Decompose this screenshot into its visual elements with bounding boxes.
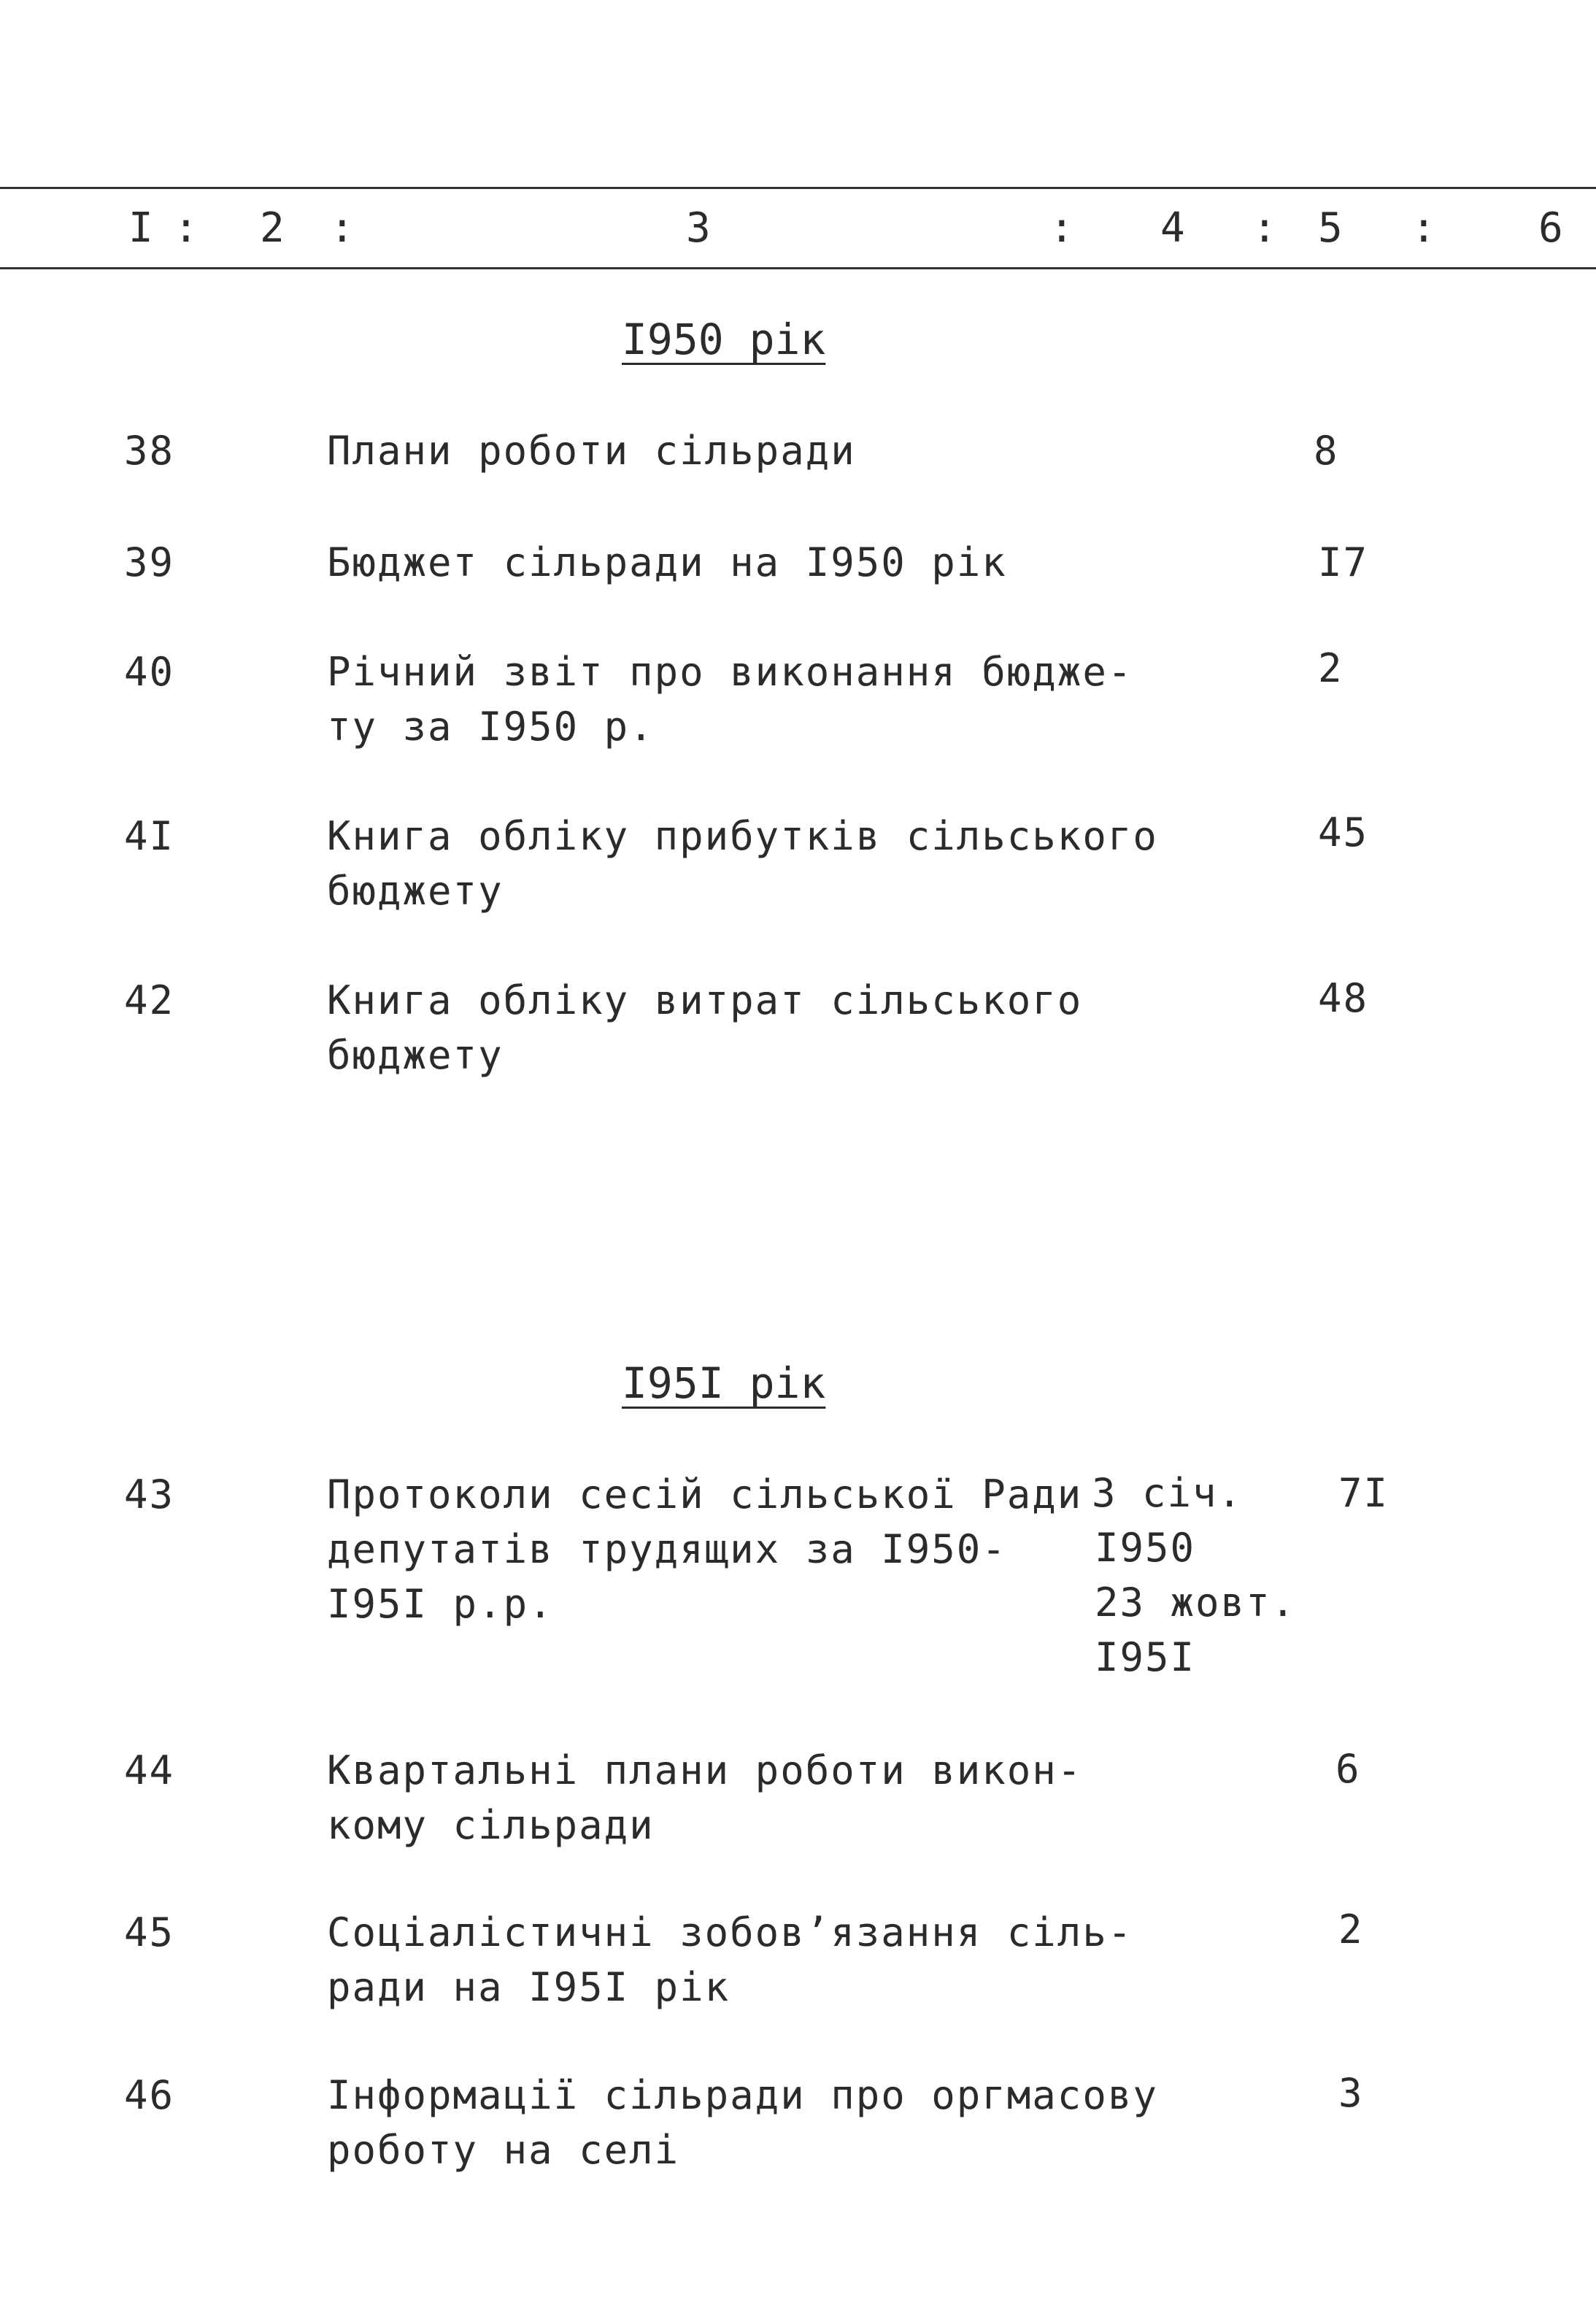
header-col-1: I: [128, 204, 153, 252]
item-sheet-count: 48: [1318, 975, 1369, 1021]
item-sheet-count: 2: [1318, 645, 1344, 691]
header-col-2: 2: [260, 204, 285, 252]
item-title-line-2: ту за I950 р.: [327, 704, 655, 750]
item-title-line-3: I95I р.р.: [327, 1581, 554, 1627]
item-title: Бюджет сільради на I950 рік: [327, 539, 1007, 585]
item-sheet-count: I7: [1318, 539, 1369, 585]
item-sheet-count: 45: [1318, 809, 1369, 855]
item-date-start-year: I950: [1095, 1525, 1196, 1571]
item-number: 45: [124, 1909, 175, 1955]
item-sheet-count: 8: [1314, 428, 1339, 474]
header-col-6: 6: [1538, 204, 1563, 252]
item-number: 38: [124, 428, 175, 474]
item-sheet-count: 2: [1338, 1906, 1364, 1952]
item-title-line-2: бюджету: [327, 868, 504, 914]
item-title-line-1: Книга обліку прибутків сільського: [327, 813, 1158, 859]
header-separator: :: [1411, 204, 1436, 252]
header-separator: :: [174, 204, 198, 252]
item-title-line-1: Квартальні плани роботи викон-: [327, 1747, 1083, 1793]
item-title-line-2: кому сільради: [327, 1802, 655, 1848]
item-sheet-count: 3: [1338, 2070, 1364, 2116]
header-separator: :: [1049, 204, 1074, 252]
header-separator: :: [330, 204, 355, 252]
section-title-1951: I95I рік: [622, 1358, 826, 1408]
item-number: 44: [124, 1747, 175, 1793]
item-number: 39: [124, 539, 175, 585]
header-separator: :: [1252, 204, 1277, 252]
header-bottom-rule: [0, 267, 1596, 269]
item-title-line-1: Соціалістичні зобов’язання сіль-: [327, 1909, 1133, 1955]
item-number: 43: [124, 1471, 175, 1517]
item-number: 46: [124, 2072, 175, 2118]
item-date-start: 3 січ.: [1092, 1470, 1244, 1516]
item-date-end: 23 жовт.: [1095, 1580, 1297, 1625]
item-number: 42: [124, 977, 175, 1023]
item-date-end-year: I95I: [1095, 1634, 1196, 1680]
item-title-line-2: бюджету: [327, 1032, 504, 1078]
header-col-3: 3: [686, 204, 711, 252]
item-number: 40: [124, 649, 175, 695]
item-title-line-1: Книга обліку витрат сільського: [327, 977, 1083, 1023]
item-sheet-count: 7I: [1338, 1470, 1389, 1516]
item-title-line-1: Річний звіт про виконання бюдже-: [327, 649, 1133, 695]
header-col-5: 5: [1318, 204, 1343, 252]
header-col-4: 4: [1160, 204, 1185, 252]
item-title-line-2: роботу на селі: [327, 2127, 680, 2173]
item-sheet-count: 6: [1335, 1746, 1361, 1792]
section-title-1950: I950 рік: [622, 315, 826, 364]
item-title: Плани роботи сільради: [327, 428, 856, 474]
header-top-rule: [0, 187, 1596, 189]
item-number: 4I: [124, 813, 175, 859]
item-title-line-2: ради на I95I рік: [327, 1964, 730, 2010]
item-title-line-1: Протоколи сесій сільської Ради: [327, 1471, 1083, 1517]
item-title-line-1: Інформації сільради про оргмасову: [327, 2072, 1158, 2118]
item-title-line-2: депутатів трудящих за I950-: [327, 1526, 1007, 1572]
